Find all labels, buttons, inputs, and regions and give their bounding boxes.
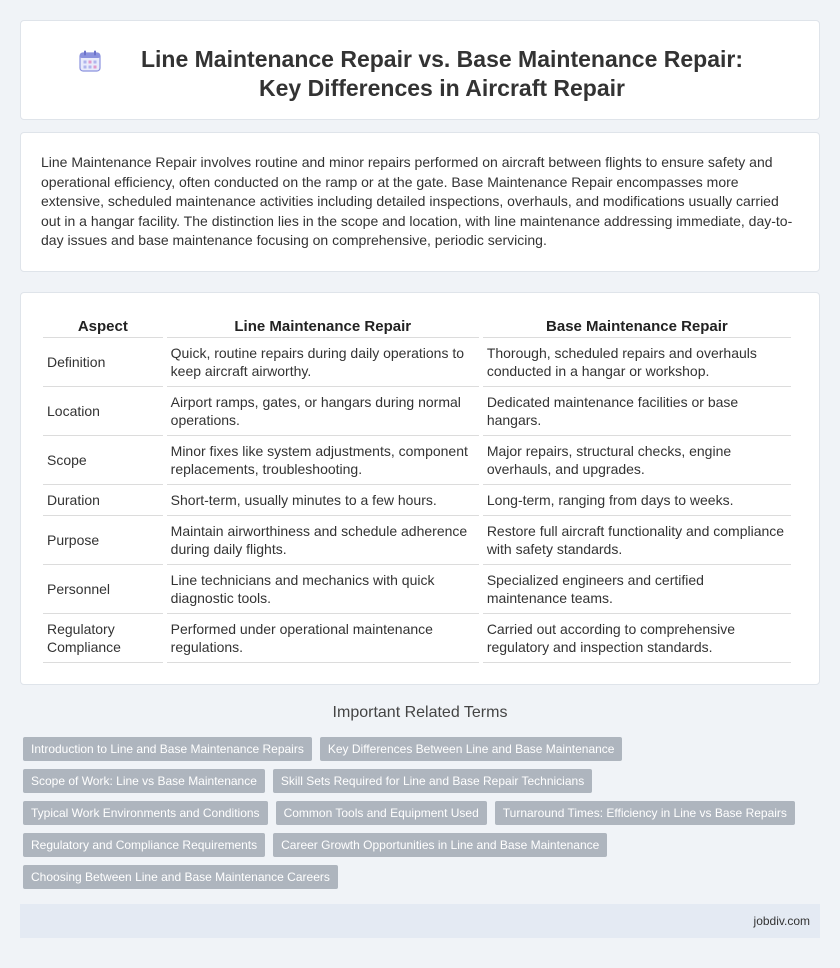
aspect-cell: Definition — [43, 338, 163, 387]
table-row — [43, 614, 791, 663]
base-cell: Thorough, scheduled repairs and overhauls conducted in a hangar or workshop. — [483, 338, 791, 387]
base-cell: Restore full aircraft functionality and compliance with safety standards. — [483, 516, 791, 565]
header-base-maintenance: Base Maintenance Repair — [483, 311, 791, 338]
header-aspect: Aspect — [43, 311, 163, 338]
base-cell: Carried out according to comprehensive regulatory and inspection standards. — [483, 614, 791, 663]
footer-site-link[interactable]: jobdiv.com — [753, 914, 810, 928]
aspect-cell: Purpose — [43, 516, 163, 565]
base-cell: Major repairs, structural checks, engine overhauls, and upgrades. — [483, 436, 791, 485]
table-row — [43, 338, 791, 387]
related-tag[interactable]: Turnaround Times: Efficiency in Line vs Base Repairs — [495, 801, 795, 825]
comparison-card — [20, 292, 820, 685]
aspect-cell: Scope — [43, 436, 163, 485]
line-cell: Maintain airworthiness and schedule adherence during daily flights. — [167, 516, 479, 565]
related-tag[interactable]: Choosing Between Line and Base Maintenance Careers — [23, 865, 338, 889]
aspect-cell: Location — [43, 387, 163, 436]
line-cell: Performed under operational maintenance regulations. — [167, 614, 479, 663]
table-header-row — [43, 311, 791, 338]
related-tag[interactable]: Scope of Work: Line vs Base Maintenance — [23, 769, 265, 793]
base-cell: Dedicated maintenance facilities or base hangars. — [483, 387, 791, 436]
related-tag[interactable]: Typical Work Environments and Conditions — [23, 801, 268, 825]
table-row — [43, 516, 791, 565]
comparison-table — [39, 311, 795, 663]
line-cell: Line technicians and mechanics with quick diagnostic tools. — [167, 565, 479, 614]
table-row — [43, 565, 791, 614]
related-terms-title: Important Related Terms — [332, 704, 508, 721]
related-tag[interactable]: Career Growth Opportunities in Line and Base Maintenance — [273, 833, 607, 857]
line-cell: Quick, routine repairs during daily operations to keep aircraft airworthy. — [167, 338, 479, 387]
table-row — [43, 436, 791, 485]
aspect-cell: Regulatory Compliance — [43, 614, 163, 663]
table-row — [43, 485, 791, 516]
title-card — [20, 20, 820, 120]
line-cell: Airport ramps, gates, or hangars during normal operations. — [167, 387, 479, 436]
footer — [20, 904, 820, 938]
related-tag[interactable]: Skill Sets Required for Line and Base Repair Technicians — [273, 769, 592, 793]
header-line-maintenance: Line Maintenance Repair — [167, 311, 479, 338]
base-cell: Long-term, ranging from days to weeks. — [483, 485, 791, 516]
related-tag[interactable]: Introduction to Line and Base Maintenance Repairs — [23, 737, 312, 761]
base-cell: Specialized engineers and certified maintenance teams. — [483, 565, 791, 614]
intro-card — [20, 132, 820, 272]
aspect-cell: Duration — [43, 485, 163, 516]
calendar-icon — [78, 49, 102, 73]
related-terms-tags — [23, 737, 803, 897]
line-cell: Minor fixes like system adjustments, component replacements, troubleshooting. — [167, 436, 479, 485]
related-tag[interactable]: Common Tools and Equipment Used — [276, 801, 487, 825]
related-tag[interactable]: Key Differences Between Line and Base Maintenance — [320, 737, 623, 761]
table-row — [43, 387, 791, 436]
page-title: Line Maintenance Repair vs. Base Maintenance Repair: Key Differences in Aircraft Repair — [140, 46, 744, 101]
aspect-cell: Personnel — [43, 565, 163, 614]
line-cell: Short-term, usually minutes to a few hours. — [167, 485, 479, 516]
related-tag[interactable]: Regulatory and Compliance Requirements — [23, 833, 265, 857]
intro-paragraph: Line Maintenance Repair involves routine and minor repairs performed on aircraft between flights to ensure safety and operational efficiency, often conducted on the ramp or at the gate. Base Maintenance Repair encompasses more extensive, scheduled maintenance activities including detailed inspections, overhauls, and modifications usually carried out in a hangar facility. The distinction lies in the scope and location, with line maintenance addressing immediate, day-to-day issues and base maintenance focusing on comprehensive, periodic servicing. — [41, 154, 793, 248]
